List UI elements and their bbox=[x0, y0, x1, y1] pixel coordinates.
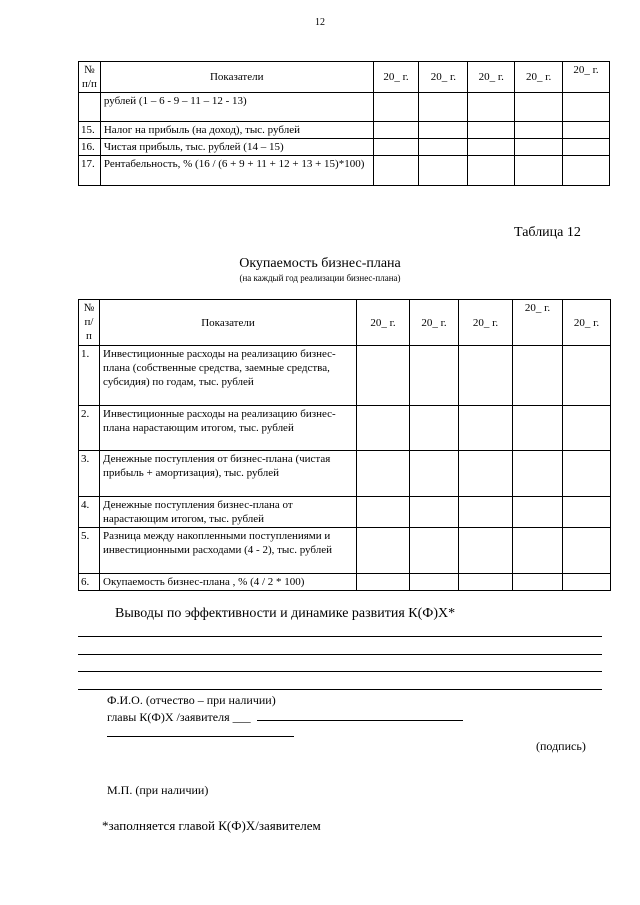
header-year: 20_ г. bbox=[563, 300, 611, 346]
row-num: 6. bbox=[79, 574, 100, 591]
row-label: Налог на прибыль (на доход), тыс. рублей bbox=[100, 122, 373, 139]
page-number: 12 bbox=[315, 17, 325, 28]
table-number: Таблица 12 bbox=[514, 225, 581, 240]
row-label: Чистая прибыль, тыс. рублей (14 – 15) bbox=[100, 139, 373, 156]
header-year: 20_ г. bbox=[459, 300, 513, 346]
header-year: 20_ г. bbox=[410, 300, 459, 346]
row-label: Разница между накопленными поступлениями и инвестиционными расходами (4 - 2), тыс. рублей bbox=[100, 528, 357, 574]
header-year: 20_ г. bbox=[373, 62, 419, 93]
row-label: Рентабельность, % (16 / (6 + 9 + 11 + 12 + 13 + 15)*100) bbox=[100, 156, 373, 186]
row-label: Инвестиционные расходы на реализацию бизнес-плана (собственные средства, заемные средства, субсидия) по годам, тыс. рублей bbox=[100, 346, 357, 406]
row-num: 17. bbox=[79, 156, 101, 186]
header-num: № п/п bbox=[79, 62, 101, 93]
table-row bbox=[79, 156, 610, 186]
row-num: 16. bbox=[79, 139, 101, 156]
row-num: 1. bbox=[79, 346, 100, 406]
name-continuation-line bbox=[107, 736, 294, 737]
header-year: 20_ г. bbox=[515, 62, 563, 93]
profit-table bbox=[78, 61, 610, 186]
table-subtitle: (на каждый год реализации бизнес-плана) bbox=[239, 273, 401, 283]
header-year: 20_ г. bbox=[563, 62, 610, 93]
table-row bbox=[79, 451, 611, 497]
conclusions-line bbox=[78, 636, 602, 637]
head-label: главы К(Ф)Х /заявителя ___ bbox=[107, 710, 251, 724]
table-row bbox=[79, 497, 611, 528]
header-num: № п/ п bbox=[79, 300, 100, 346]
header-year: 20_ г. bbox=[513, 300, 563, 346]
head-name-line bbox=[257, 720, 463, 721]
signature-label: (подпись) bbox=[536, 739, 586, 753]
table-row bbox=[79, 574, 611, 591]
conclusions-title: Выводы по эффективности и динамике развития К(Ф)Х* bbox=[115, 606, 456, 621]
header-year: 20_ г. bbox=[357, 300, 410, 346]
row-label: Окупаемость бизнес-плана , % (4 / 2 * 100) bbox=[100, 574, 357, 591]
footnote: *заполняется главой К(Ф)Х/заявителем bbox=[102, 818, 321, 833]
fio-label: Ф.И.О. (отчество – при наличии) bbox=[107, 693, 276, 707]
row-num: 3. bbox=[79, 451, 100, 497]
row-label: Инвестиционные расходы на реализацию бизнес-плана нарастающим итогом, тыс. рублей bbox=[100, 406, 357, 451]
table-row bbox=[79, 528, 611, 574]
row-label: Денежные поступления бизнес-плана от нарастающим итогом, тыс. рублей bbox=[100, 497, 357, 528]
header-year: 20_ г. bbox=[419, 62, 468, 93]
table-row bbox=[79, 346, 611, 406]
conclusions-line bbox=[78, 689, 602, 690]
table-header-row bbox=[79, 300, 611, 346]
payback-table bbox=[78, 299, 611, 591]
row-num: 2. bbox=[79, 406, 100, 451]
header-indicator: Показатели bbox=[100, 62, 373, 93]
table-row bbox=[79, 93, 610, 122]
table-title: Окупаемость бизнес-плана bbox=[239, 256, 401, 271]
row-num: 15. bbox=[79, 122, 101, 139]
conclusions-line bbox=[78, 671, 602, 672]
row-num bbox=[79, 93, 101, 122]
row-num: 4. bbox=[79, 497, 100, 528]
table-row bbox=[79, 406, 611, 451]
row-num: 5. bbox=[79, 528, 100, 574]
table-row bbox=[79, 122, 610, 139]
table-row bbox=[79, 139, 610, 156]
row-label: рублей (1 – 6 - 9 – 11 – 12 - 13) bbox=[100, 93, 373, 122]
row-label: Денежные поступления от бизнес-плана (чистая прибыль + амортизация), тыс. рублей bbox=[100, 451, 357, 497]
header-year: 20_ г. bbox=[468, 62, 515, 93]
seal-label: М.П. (при наличии) bbox=[107, 783, 209, 797]
header-indicator: Показатели bbox=[100, 300, 357, 346]
conclusions-line bbox=[78, 654, 602, 655]
table-header-row bbox=[79, 62, 610, 93]
